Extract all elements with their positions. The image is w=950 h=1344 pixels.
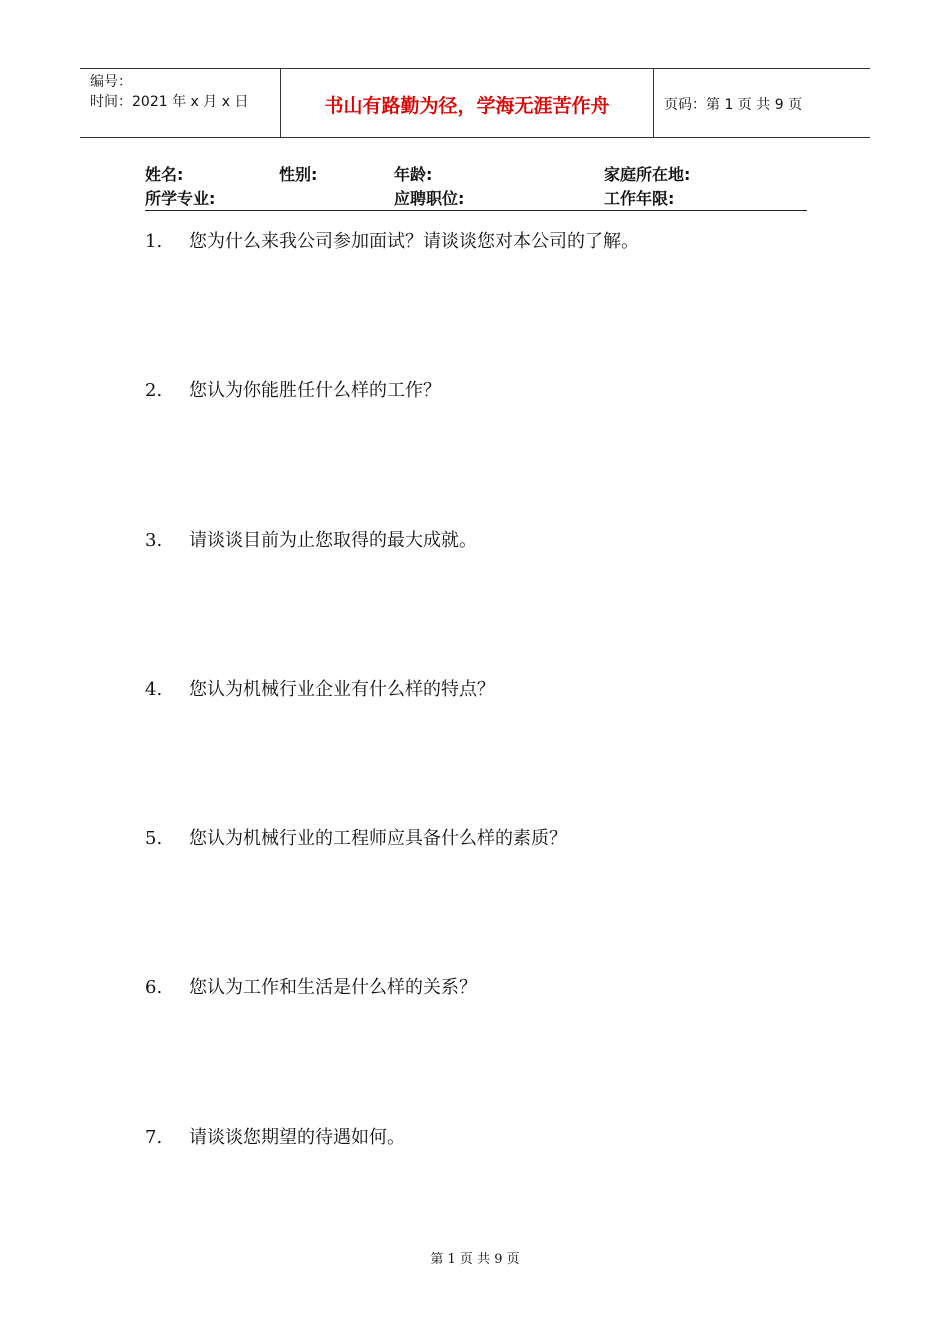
question-item <box>145 526 477 552</box>
document-header <box>80 68 870 138</box>
field-name: 姓名: <box>145 165 184 184</box>
date-label: 时间：2021 年 x 月 x 日 <box>90 94 249 110</box>
question-number: 7. <box>145 1127 163 1148</box>
question-item <box>145 675 495 701</box>
field-age: 年龄: <box>394 165 433 184</box>
applicant-info <box>145 160 807 211</box>
question-text: 您认为工作和生活是什么样的关系？ <box>189 977 477 998</box>
header-motto-cell <box>281 69 654 137</box>
field-major: 所学专业: <box>145 189 216 208</box>
field-position: 应聘职位: <box>394 189 465 208</box>
question-text: 您认为机械行业企业有什么样的特点？ <box>189 679 495 700</box>
question-text: 您认为机械行业的工程师应具备什么样的素质？ <box>189 828 567 849</box>
question-text: 您认为你能胜任什么样的工作？ <box>189 380 441 401</box>
field-gender: 性别: <box>279 165 318 184</box>
page-footer: 第 1 页 共 9 页 <box>430 1252 520 1267</box>
question-number: 2. <box>145 380 163 401</box>
question-number: 6. <box>145 977 163 998</box>
motto: 书山有路勤为径，学海无涯苦作舟 <box>324 95 610 117</box>
number-label: 编号： <box>90 74 132 90</box>
question-number: 1. <box>145 231 163 252</box>
question-item <box>145 1123 405 1149</box>
question-text: 您为什么来我公司参加面试？请谈谈您对本公司的了解。 <box>189 231 639 252</box>
question-item <box>145 227 639 253</box>
question-text: 请谈谈目前为止您取得的最大成就。 <box>189 530 477 551</box>
header-meta-cell <box>80 69 281 137</box>
question-number: 5. <box>145 828 163 849</box>
question-item <box>145 973 477 999</box>
question-number: 4. <box>145 679 163 700</box>
question-item <box>145 376 441 402</box>
question-text: 请谈谈您期望的待遇如何。 <box>189 1127 405 1148</box>
question-number: 3. <box>145 530 163 551</box>
header-page-cell <box>654 69 870 137</box>
question-item <box>145 824 567 850</box>
page-info: 页码：第 1 页 共 9 页 <box>664 97 803 113</box>
field-home: 家庭所在地: <box>604 165 691 184</box>
field-years: 工作年限: <box>604 189 675 208</box>
